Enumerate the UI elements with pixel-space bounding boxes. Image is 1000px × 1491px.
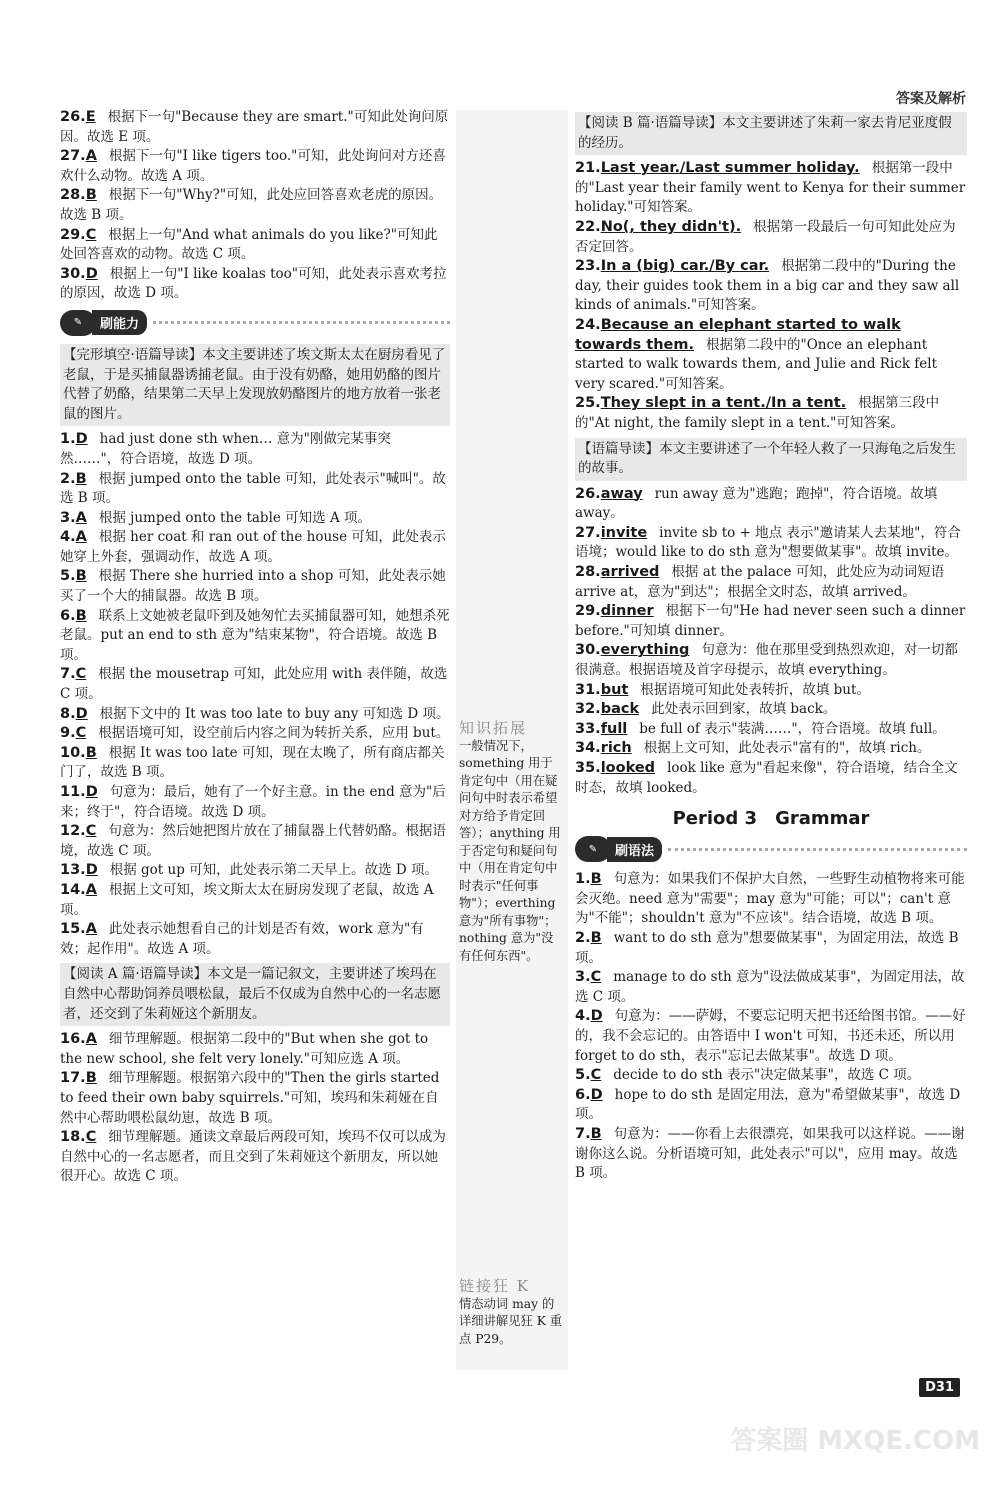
item-answer: In a (big) car./By car. (600, 258, 770, 275)
item-explanation: 根据第三段中的"At night, the family slept in a tent."可知答案。 (575, 395, 940, 431)
item-explanation: 根据上一句"I like koalas too"可知，此处表示喜欢考拉的原因，故选 D 项。 (60, 265, 447, 302)
item-answer: rich (600, 740, 632, 757)
item-number: 28. (60, 187, 86, 204)
item-number: 16. (60, 1031, 86, 1048)
item-number: 7. (575, 1125, 591, 1142)
item-explanation: 根据 the mousetrap 可知，此处应用 with 表伴随，故选 C 项。 (60, 666, 448, 703)
answer-item (60, 783, 450, 822)
item-answer: B (75, 470, 87, 487)
item-explanation: 根据下一句"I like tigers too."可知，此处询问对方还喜欢什么动物。故选 A 项。 (60, 148, 446, 184)
item-explanation: 根据 It was too late 可知，现在太晚了，所有商店都关门了，故选 B 项。 (60, 744, 445, 781)
item-explanation: 根据上文可知，埃文斯太太在厨房发现了老鼠，故选 A 项。 (60, 881, 434, 918)
item-explanation: run away 意为"逃跑；跑掉"，符合语境。故填 away。 (575, 485, 938, 522)
link-note (459, 1278, 564, 1348)
right-column (575, 108, 967, 1184)
item-number: 1. (60, 431, 76, 448)
item-answer: No(, they didn't). (600, 218, 742, 235)
item-explanation: 句意为：他在那里受到热烈欢迎，对一切都很满意。根据语境及首字母提示，故填 everything。 (575, 642, 958, 679)
item-explanation: 此处表示回到家，故填 back。 (651, 701, 837, 718)
answer-item (575, 720, 967, 740)
item-number: 31. (575, 681, 601, 698)
badge-icon: ✎ (60, 310, 96, 336)
item-explanation: 根据下一句"Because they are smart."可知此处询问原因。故选 E 项。 (60, 109, 449, 145)
answer-item (575, 1125, 967, 1184)
item-answer: E (85, 109, 96, 125)
item-number: 7. (60, 666, 76, 683)
item-number: 10. (60, 744, 86, 761)
item-answer: invite (600, 524, 648, 541)
item-number: 3. (60, 509, 76, 526)
answer-item (575, 968, 967, 1007)
item-explanation: 根据 got up 可知，此处表示第二天早上。故选 D 项。 (109, 862, 439, 879)
item-number: 26. (60, 109, 86, 125)
answer-item (575, 759, 967, 798)
item-answer: B (85, 1070, 97, 1087)
item-number: 11. (60, 784, 86, 800)
answer-item (575, 1007, 967, 1066)
answer-item (575, 159, 967, 218)
item-explanation: 根据 at the palace 可知，此处应为动词短语 arrive at，意为"到达"；根据全文时态，故填 arrived。 (575, 564, 945, 600)
answer-item (575, 563, 967, 602)
item-explanation: decide to do sth 表示"决定做某事"，故选 C 项。 (613, 1067, 921, 1084)
item-answer: D (590, 1008, 603, 1025)
left-answers-c (60, 1030, 450, 1187)
item-explanation: 根据语境可知，设空前后内容之间为转折关系，应用 but。 (98, 725, 450, 742)
item-explanation: 句意为：最后，她有了一个好主意。in the end 意为"后来；终于"，符合语境。故选 D 项。 (60, 784, 446, 820)
item-answer: but (600, 681, 629, 698)
answer-item (60, 861, 450, 881)
answer-item (60, 822, 450, 861)
right-answers-c (575, 870, 967, 1184)
item-answer: B (75, 607, 87, 624)
answer-item (60, 607, 450, 666)
right-answers-a (575, 159, 967, 433)
answer-item (575, 641, 967, 680)
answer-item (60, 528, 450, 567)
item-explanation: 细节理解题。通读文章最后两段可知，埃玛不仅可以成为自然中心的一名志愿者，而且交到了朱莉娅这个新朋友，所以她很开心。故选 C 项。 (60, 1129, 446, 1185)
link-note-title: 链接狂 K (459, 1277, 530, 1295)
item-explanation: be full of 表示"装满……"，符合语境。故填 full。 (639, 720, 946, 737)
item-answer: B (75, 568, 87, 585)
item-explanation: look like 意为"看起来像"，符合语境，结合全文时态，故填 looked。 (575, 760, 958, 796)
item-answer: A (85, 148, 97, 165)
item-answer: C (85, 823, 97, 840)
item-number: 5. (60, 568, 76, 585)
item-number: 17. (60, 1070, 86, 1087)
item-number: 1. (575, 871, 591, 888)
watermark: 答案圈 MXQE.COM (730, 1426, 980, 1456)
answer-item (60, 1069, 450, 1128)
answer-item (60, 147, 450, 186)
answer-item (60, 881, 450, 920)
item-answer: A (75, 509, 87, 526)
item-explanation: 根据第二段中的"During the day, their guides took them in a big car and they saw all kinds of animals."可知答案。 (575, 258, 960, 314)
item-answer: Because an elephant started to walk towards them. (575, 316, 901, 353)
item-explanation: 根据 jumped onto the table 可知，此处表示"喊叫"。故选 B 项。 (60, 470, 446, 507)
answer-item (60, 226, 450, 265)
item-answer: dinner (600, 603, 654, 620)
item-answer: A (85, 1031, 97, 1048)
item-answer: A (85, 921, 97, 938)
knowledge-note (459, 720, 564, 965)
item-answer: C (590, 969, 602, 986)
item-answer: B (590, 1125, 602, 1142)
item-explanation: want to do sth 意为"想要做某事"，为固定用法，故选 B 项。 (575, 929, 959, 966)
item-number: 9. (60, 725, 76, 742)
answer-item (60, 1128, 450, 1187)
item-number: 14. (60, 881, 86, 898)
item-number: 24. (575, 316, 601, 333)
answer-item (60, 265, 450, 304)
item-answer: C (75, 666, 87, 683)
item-number: 8. (60, 705, 76, 722)
item-explanation: 联系上文她被老鼠吓到及她匆忙去买捕鼠器可知，她想杀死老鼠。put an end to sth 意为"结束某物"，符合语境。故选 B 项。 (60, 607, 450, 663)
left-answers-a (60, 108, 450, 304)
item-explanation: 根据下一句"He had never seen such a dinner before."可知填 dinner。 (575, 603, 966, 639)
answer-item (60, 1030, 450, 1069)
item-number: 6. (60, 607, 76, 624)
answer-item (575, 218, 967, 257)
item-number: 13. (60, 862, 86, 879)
item-answer: D (590, 1086, 603, 1103)
item-number: 22. (575, 218, 601, 235)
item-explanation: 根据第二段中的"Once an elephant started to walk towards them, and Julie and Rick felt very scared."可知答案。 (575, 336, 938, 392)
item-explanation: 根据 There she hurried into a shop 可知，此处表示她买了一个大的捕鼠器。故选 B 项。 (60, 568, 446, 605)
page-header (0, 0, 1000, 108)
badge-label: 刷语法 (607, 837, 662, 862)
answer-item (575, 316, 967, 394)
passage-guide-box: 【语篇导读】本文主要讲述了一个年轻人救了一只海龟之后发生的故事。 (575, 438, 967, 481)
dotted-divider (153, 321, 450, 324)
knowledge-note-title: 知识拓展 (459, 719, 528, 737)
item-number: 23. (575, 258, 601, 275)
answer-item (575, 485, 967, 524)
item-explanation: 句意为：然后她把图片放在了捕鼠器上代替奶酪。根据语境，故选 C 项。 (60, 823, 446, 859)
answer-item (60, 724, 450, 744)
item-answer: B (85, 744, 97, 761)
item-explanation: 句意为：——萨姆，不要忘记明天把书还给图书馆。——好的，我不会忘记的。由答语中 I won't 可知，书还未还，所以用 forget to do sth，表示"忘记去做某事"。故选 D 项。 (575, 1008, 966, 1064)
item-number: 26. (575, 485, 601, 502)
item-answer: C (85, 1129, 97, 1146)
answer-item (60, 567, 450, 606)
item-explanation: 根据第一段中的"Last year their family went to Kenya for their summer holiday."可知答案。 (575, 160, 966, 216)
answer-item (575, 681, 967, 701)
item-answer: Last year./Last summer holiday. (600, 160, 860, 177)
answer-item (60, 665, 450, 704)
item-answer: away (600, 485, 643, 502)
answer-item (60, 108, 450, 147)
answer-item (60, 186, 450, 225)
badge-icon: ✎ (575, 836, 611, 862)
answer-item (60, 744, 450, 783)
item-number: 6. (575, 1086, 591, 1103)
answer-item (575, 700, 967, 720)
item-answer: D (85, 862, 98, 879)
item-explanation: 根据第一段最后一句可知此处应为否定回答。 (575, 218, 956, 255)
item-number: 29. (60, 226, 86, 243)
answer-item (575, 394, 967, 433)
item-answer: back (600, 701, 640, 718)
item-answer: B (590, 871, 602, 888)
item-answer: D (75, 431, 88, 448)
answer-item (60, 509, 450, 529)
item-explanation: 此处表示她想看自己的计划是否有效，work 意为"有效；起作用"。故选 A 项。 (60, 921, 424, 957)
header-title: 答案及解析 (896, 91, 966, 107)
item-answer: C (590, 1067, 602, 1084)
answer-item (575, 739, 967, 759)
item-number: 12. (60, 823, 86, 840)
item-number: 30. (575, 642, 601, 659)
item-number: 32. (575, 701, 601, 718)
item-explanation: invite sb to + 地点 表示"邀请某人去某地"，符合语境；would like to do sth 意为"想要做某事"。故填 invite。 (575, 524, 961, 561)
answer-item (575, 870, 967, 929)
item-explanation: 根据上文可知，此处表示"富有的"，故填 rich。 (643, 740, 931, 757)
answer-item (60, 470, 450, 509)
left-column (60, 108, 450, 1187)
link-note-text: 情态动词 may 的详细讲解见狂 K 重点 P29。 (459, 1296, 563, 1346)
item-explanation: 根据 jumped onto the table 可知选 A 项。 (98, 509, 371, 526)
reading-b-guide-box: 【阅读 B 篇·语篇导读】本文主要讲述了朱莉一家去肯尼亚度假的经历。 (575, 112, 967, 155)
item-answer: D (85, 265, 98, 282)
item-number: 15. (60, 921, 86, 938)
item-number: 3. (575, 969, 591, 986)
item-number: 35. (575, 760, 601, 776)
item-explanation: 根据上一句"And what animals do you like?"可知此处回答喜欢的动物。故选 C 项。 (60, 226, 438, 263)
item-answer: A (85, 881, 97, 898)
item-explanation: manage to do sth 意为"设法做成某事"，为固定用法，故选 C 项。 (575, 969, 965, 1005)
item-number: 33. (575, 720, 601, 737)
item-number: 25. (575, 395, 601, 412)
item-explanation: hope to do sth 是固定用法，意为"希望做某事"，故选 D 项。 (575, 1086, 961, 1123)
item-explanation: 根据下文中的 It was too late to buy any 可知选 D 项。 (99, 705, 450, 722)
answer-item (60, 705, 450, 725)
item-answer: everything (600, 642, 690, 659)
item-explanation: 根据下一句"Why?"可知，此处应回答喜欢老虎的原因。故选 B 项。 (60, 187, 443, 223)
item-number: 2. (60, 470, 76, 487)
item-number: 27. (60, 148, 86, 165)
item-answer: looked (600, 760, 656, 776)
item-explanation: 根据语境可知此处表转折，故填 but。 (640, 681, 870, 698)
knowledge-note-text: 一般情况下，something 用于肯定句中（用在疑问句中时表示希望对方给予肯定回答）；anything 用于否定句和疑问句中（用在肯定句中时表示"任何事物"）；everthing 意为"所有事物"；nothing 意为"没有任何东西"。 (459, 738, 561, 963)
item-number: 28. (575, 564, 601, 581)
item-answer: B (85, 187, 97, 204)
item-answer: D (75, 705, 88, 722)
item-answer: A (75, 529, 87, 546)
page-number: D31 (919, 1378, 960, 1397)
item-number: 4. (60, 529, 76, 546)
grammar-badge (575, 836, 967, 862)
item-number: 21. (575, 160, 601, 177)
item-answer: arrived (600, 564, 660, 581)
period-heading: Period 3 Grammar (672, 808, 870, 830)
item-answer: full (600, 720, 628, 737)
item-number: 5. (575, 1067, 591, 1084)
cloze-guide-box: 【完形填空·语篇导读】本文主要讲述了埃文斯太太在厨房看见了老鼠，于是买捕鼠器诱捕老鼠。由于没有奶酪，她用奶酪的图片代替了奶酪，结果第二天早上发现放奶酪图片的地方放着一张老鼠的图片。 (60, 344, 450, 426)
item-explanation: 句意为：如果我们不保护大自然，一些野生动植物将来可能会灭绝。need 意为"需要"；may 意为"可能；可以"；can't 意为"不能"；shouldn't 意为"不应该"。结合语境，故选 B 项。 (575, 871, 965, 927)
badge-label: 刷能力 (92, 310, 147, 335)
item-number: 2. (575, 929, 591, 946)
left-answers-b (60, 430, 450, 959)
item-number: 29. (575, 603, 601, 620)
item-number: 30. (60, 265, 86, 282)
answer-item (575, 929, 967, 968)
ability-badge (60, 310, 450, 336)
answer-item (575, 1086, 967, 1125)
item-explanation: 根据 her coat 和 ran out of the house 可知，此处表示她穿上外套，强调动作，故选 A 项。 (60, 529, 446, 565)
answer-item (575, 602, 967, 641)
item-number: 18. (60, 1129, 86, 1146)
item-number: 27. (575, 524, 601, 541)
item-number: 4. (575, 1008, 591, 1025)
item-explanation: 句意为：——你看上去很漂亮，如果我可以这样说。——谢谢你这么说。分析语境可知，此处表示"可以"，应用 may。故选 B 项。 (575, 1125, 965, 1182)
item-answer: C (75, 725, 87, 742)
reading-a-guide-box: 【阅读 A 篇·语篇导读】本文是一篇记叙文，主要讲述了埃玛在自然中心帮助饲养员喂松鼠，最后不仅成为自然中心的一名志愿者，还交到了朱莉娅这个新朋友。 (60, 963, 450, 1026)
item-explanation: 细节理解题。根据第二段中的"But when she got to the new school, she felt very lonely."可知应选 A 项。 (60, 1031, 429, 1067)
item-answer: C (85, 226, 97, 243)
answer-item (60, 430, 450, 469)
item-number: 34. (575, 740, 601, 757)
dotted-divider (668, 848, 967, 851)
right-answers-b (575, 485, 967, 799)
item-answer: D (85, 784, 98, 800)
item-answer: B (590, 929, 602, 946)
answer-item (60, 920, 450, 959)
item-explanation: had just done sth when… 意为"刚做完某事突然……"，符合语境，故选 D 项。 (60, 431, 391, 467)
answer-item (575, 1066, 967, 1086)
item-answer: They slept in a tent./In a tent. (600, 395, 847, 412)
item-explanation: 细节理解题。根据第六段中的"Then the girls started to feed their own baby squirrels."可知，埃玛和朱莉娅在自然中心帮助喂松鼠幼崽，故选 B 项。 (60, 1070, 440, 1126)
answer-item (575, 257, 967, 316)
answer-item (575, 524, 967, 563)
